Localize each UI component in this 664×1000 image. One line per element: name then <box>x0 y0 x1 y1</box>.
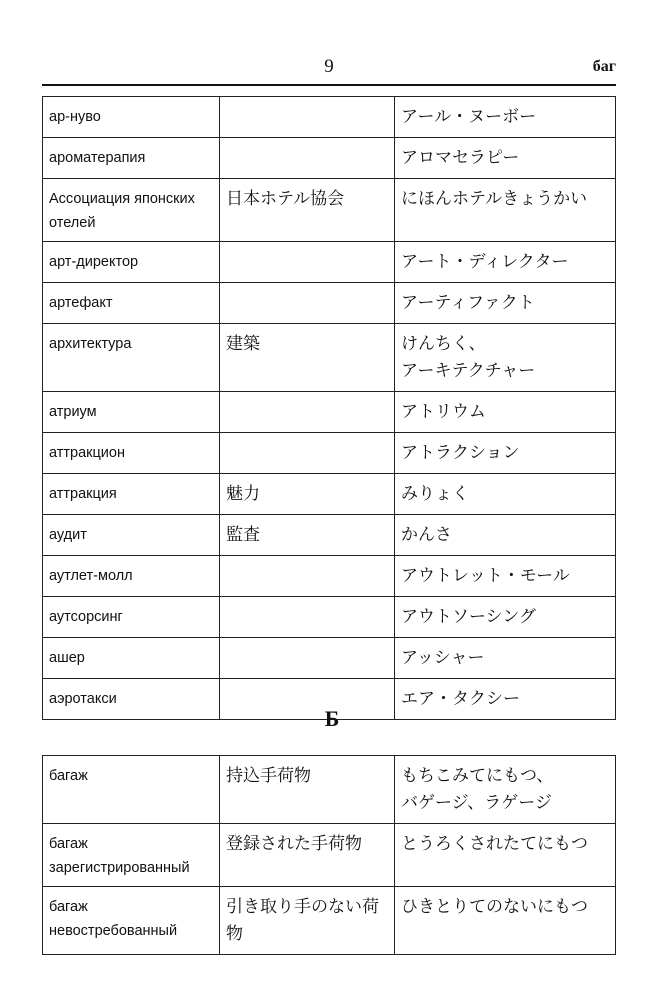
running-head: баг <box>592 58 616 75</box>
japanese-reading <box>395 433 616 474</box>
russian-term: артефакт <box>43 283 220 324</box>
japanese-reading <box>395 597 616 638</box>
japanese-reading <box>395 824 616 887</box>
reading-line: けんちく、 <box>401 334 486 354</box>
russian-term: аутсорсинг <box>43 597 220 638</box>
japanese-kanji <box>220 433 395 474</box>
russian-term: аэротакси <box>43 679 220 720</box>
reading-line: バゲージ、ラゲージ <box>401 793 552 813</box>
japanese-kanji: 監査 <box>220 515 395 556</box>
japanese-kanji: 登録された手荷物 <box>220 824 395 887</box>
japanese-reading <box>395 324 616 392</box>
table-row <box>43 138 616 179</box>
table-row <box>43 824 616 887</box>
japanese-kanji <box>220 392 395 433</box>
japanese-reading <box>395 392 616 433</box>
russian-term: багаж невостребованный <box>43 887 220 955</box>
table-row <box>43 97 616 138</box>
japanese-kanji <box>220 638 395 679</box>
table-row <box>43 474 616 515</box>
reading-line: エア・タクシー <box>401 689 520 709</box>
table-row <box>43 597 616 638</box>
russian-term: ароматерапия <box>43 138 220 179</box>
reading-line: ひきとりてのないにもつ <box>401 897 588 917</box>
page-header <box>42 54 616 86</box>
japanese-kanji <box>220 97 395 138</box>
russian-term: багаж зарегистрированный <box>43 824 220 887</box>
japanese-kanji <box>220 597 395 638</box>
dictionary-table-a <box>42 96 616 720</box>
table-row <box>43 283 616 324</box>
japanese-kanji <box>220 242 395 283</box>
table-row <box>43 638 616 679</box>
table-row <box>43 324 616 392</box>
reading-line: アトリウム <box>401 402 486 422</box>
japanese-reading <box>395 756 616 824</box>
japanese-kanji: 持込手荷物 <box>220 756 395 824</box>
page-number: 9 <box>324 56 334 77</box>
japanese-reading <box>395 515 616 556</box>
table-row <box>43 887 616 955</box>
reading-line: アーティファクト <box>401 293 535 313</box>
russian-term: багаж <box>43 756 220 824</box>
russian-term: аттракцион <box>43 433 220 474</box>
section-letter: Б <box>324 706 340 731</box>
russian-term: аудит <box>43 515 220 556</box>
japanese-kanji: 建築 <box>220 324 395 392</box>
japanese-reading <box>395 179 616 242</box>
reading-line: アウトソーシング <box>401 607 536 627</box>
japanese-kanji: 日本ホテル協会 <box>220 179 395 242</box>
japanese-kanji <box>220 556 395 597</box>
japanese-reading <box>395 556 616 597</box>
japanese-reading <box>395 474 616 515</box>
reading-line: もちこみてにもつ、 <box>401 766 554 786</box>
reading-line: アウトレット・モール <box>401 566 570 586</box>
japanese-kanji: 引き取り手のない荷物 <box>220 887 395 955</box>
table-row <box>43 515 616 556</box>
russian-term: аттракция <box>43 474 220 515</box>
reading-line: アロマセラピー <box>401 148 520 168</box>
japanese-reading <box>395 887 616 955</box>
japanese-kanji <box>220 138 395 179</box>
japanese-reading <box>395 242 616 283</box>
russian-term: арт-директор <box>43 242 220 283</box>
reading-line: アート・ディレクター <box>401 252 569 272</box>
japanese-reading <box>395 283 616 324</box>
reading-line: アール・ヌーボー <box>401 107 537 127</box>
reading-line: にほんホテルきょうかい <box>401 189 588 209</box>
japanese-reading <box>395 638 616 679</box>
japanese-reading <box>395 97 616 138</box>
reading-line: アッシャー <box>401 648 485 668</box>
russian-term: ашер <box>43 638 220 679</box>
reading-line: とうろくされたてにもつ <box>401 834 588 854</box>
table-row <box>43 433 616 474</box>
russian-term: Ассоциация японских отелей <box>43 179 220 242</box>
table-row <box>43 556 616 597</box>
russian-term: ар-нуво <box>43 97 220 138</box>
russian-term: архитектура <box>43 324 220 392</box>
russian-term: атриум <box>43 392 220 433</box>
table-row <box>43 756 616 824</box>
reading-line: みりょく <box>401 484 469 504</box>
reading-line: アトラクション <box>401 443 520 463</box>
japanese-kanji: 魅力 <box>220 474 395 515</box>
table-row <box>43 392 616 433</box>
dictionary-table-b <box>42 755 616 955</box>
table-row <box>43 179 616 242</box>
japanese-reading <box>395 138 616 179</box>
japanese-kanji <box>220 283 395 324</box>
russian-term: аутлет-молл <box>43 556 220 597</box>
table-row <box>43 242 616 283</box>
reading-line: かんさ <box>401 525 452 545</box>
reading-line: アーキテクチャー <box>401 361 536 381</box>
